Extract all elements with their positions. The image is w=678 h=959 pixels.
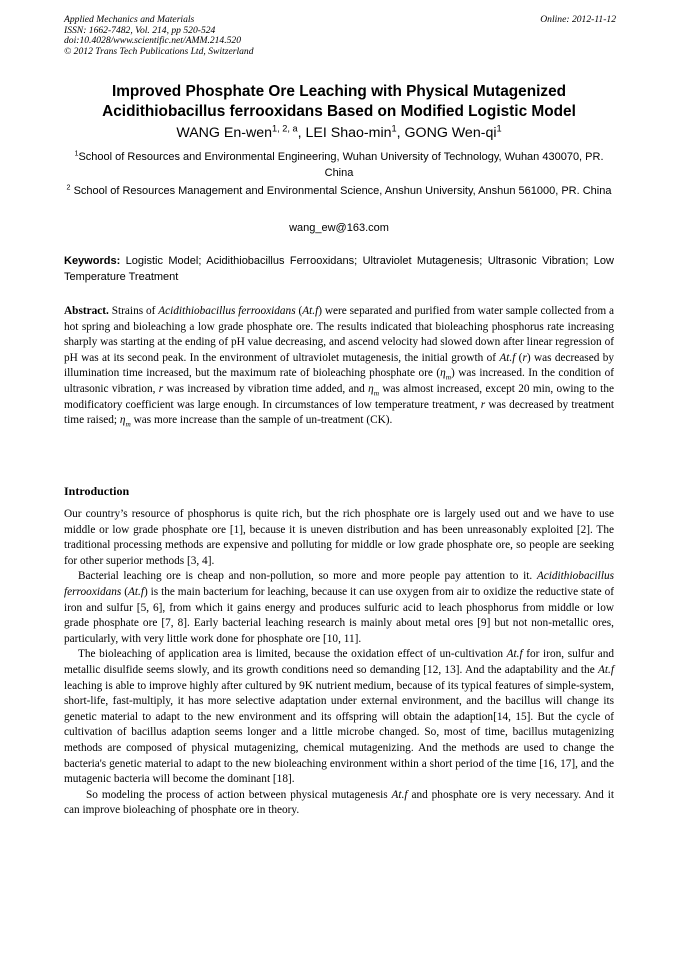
abstract-abbrev: At.f xyxy=(302,305,319,317)
abstract-text: Strains of xyxy=(108,305,159,317)
intro-text: Bacterial leaching ore is cheap and non-pollution, so more and more people pay attention to it. xyxy=(78,570,537,583)
author-2: , LEI Shao-min xyxy=(297,125,392,141)
abstract-label: Abstract. xyxy=(64,305,109,317)
affiliation-2-text: School of Resources Management and Environmental Science, Anshun University, Anshun 561000, PR. China xyxy=(70,185,612,197)
abstract-symbol-sub: m xyxy=(445,372,452,382)
author-2-affil: 1 xyxy=(391,123,397,134)
abstract-text: was decreased by treatment time raised; xyxy=(64,398,615,427)
title-line-1: Improved Phosphate Ore Leaching with Physical Mutagenized xyxy=(111,83,567,100)
journal-header xyxy=(64,15,616,57)
abstract-symbol-r: r xyxy=(158,382,164,395)
abstract-text: ( xyxy=(515,351,523,364)
abstract-symbol-sub: m xyxy=(373,388,380,398)
abstract-symbol-eta: η xyxy=(119,414,126,427)
author-3: , GONG Wen-qi xyxy=(396,125,497,141)
intro-text: for iron, sulfur and metallic disulfide seems slowly, and its growth conditions need so demanding [12, 13]. And the adaptability and the xyxy=(64,648,614,676)
intro-text: So modeling the process of action between physical mutagenesis xyxy=(86,788,392,801)
affiliation-1 xyxy=(64,149,614,181)
intro-abbrev: At.f xyxy=(391,788,408,801)
author-1-affil: 1, 2, a xyxy=(272,123,298,134)
affiliation-2 xyxy=(64,183,614,199)
abstract-abbrev: At.f xyxy=(499,351,516,364)
abstract-species: Acidithiobacillus ferrooxidans xyxy=(158,305,296,317)
affiliation-1-text: School of Resources and Environmental Engineering, Wuhan University of Technology, Wuhan 430070, PR. China xyxy=(78,151,604,179)
author-list xyxy=(64,123,614,143)
abstract-text: ( xyxy=(295,305,303,317)
abstract-symbol-r: r xyxy=(522,351,527,364)
intro-text: ) is the main bacterium for leaching, because it can use oxygen from air to oxidize the reductive state of iron and sulfur [5, 6], from which it gains energy and produces sulfuric acid to leach phosphorus from middle or low grade phosphate ore [7, 8]. Early bacterial leaching research is mainly about metal ores [9] but not non-metallic ores, particularly, with very little work done for phosphate ore [10, 11]. xyxy=(64,585,614,645)
issn-line: ISSN: 1662-7482, Vol. 214, pp 520-524 xyxy=(64,24,216,36)
abstract-text: ) were separated and purified from water sample collected from a hot spring and bioleaching a low grade phosphate ore. The results indicated that bioleaching phosphorus rate increasing sharply was starting at the ending of pH value decreasing, and ascend velocity had slowed down after linear regression of pH was at its second peak. In the environment of ultraviolet mutagenesis, the initial growth of xyxy=(64,305,614,364)
intro-abbrev: At.f xyxy=(128,585,145,598)
introduction-body xyxy=(64,507,614,819)
intro-paragraph-3 xyxy=(64,647,614,787)
author-email[interactable]: wang_ew@163.com xyxy=(289,222,389,234)
abstract-symbol-eta: η xyxy=(440,367,446,380)
intro-text: The bioleaching of application area is limited, because the oxidation effect of un-cultivation xyxy=(78,648,507,661)
intro-paragraph-2 xyxy=(64,569,614,647)
doi-line[interactable]: doi:10.4028/www.scientific.net/AMM.214.520 xyxy=(64,35,242,47)
keywords xyxy=(64,253,614,285)
abstract-text: ) was increased. In the condition of ultrasonic vibration, xyxy=(64,367,614,395)
online-date: Online: 2012-11-12 xyxy=(540,14,616,25)
paper-title xyxy=(64,82,614,122)
intro-text: leaching is able to improve highly after cultured by 9K nutrient medium, because of its typical features of simple-system, short-life, fast-multiply, it has more selective adaptation under external environment, and the bacillus will change its genetic material to adapt to the new environment and its offspring will obtain the adaption[14, 15]. But the cycle of cultivation of bacillus adaption seems longer and a little microbe changed. So, most of time, bacillus mutagenizing methods are composed of physical mutagenizing, chemical mutagenizing. And the methods are used to change the bacteria's genetic material to adapt to the new bioleaching environment within a short period of the time [16, 17], and the mutagenic bacteria will become the dominant [18]. xyxy=(64,679,614,786)
intro-paragraph-1: Our country’s resource of phosphorus is quite rich, but the rich phosphate ore is largely used out and we have to use middle or low grade phosphate ore [1], because it is uneven distribution and has been unreasonably exploited [2]. The traditional processing methods are expensive and polluting for middle or low grade phosphate ore, so people are seeking for other superior methods [3, 4]. xyxy=(64,508,614,567)
journal-name: Applied Mechanics and Materials xyxy=(64,14,195,25)
affiliation-2-number: 2 xyxy=(66,183,71,192)
abstract-text: was almost increased, except 20 min, owing to the modificatory coefficient was large enough. In circumstances of low temperature treatment, xyxy=(64,382,614,411)
abstract-symbol-eta: η xyxy=(368,382,374,395)
intro-abbrev: At.f xyxy=(597,663,614,676)
author-1: WANG En-wen xyxy=(176,125,272,141)
intro-text: ( xyxy=(121,585,128,598)
abstract-symbol-sub: m xyxy=(125,419,131,429)
abstract xyxy=(64,304,614,429)
intro-paragraph-4 xyxy=(64,788,614,819)
section-heading-introduction: Introduction xyxy=(64,484,130,498)
copyright-line: © 2012 Trans Tech Publications Ltd, Switzerland xyxy=(64,45,254,57)
intro-text: and phosphate ore is very necessary. And it can improve bioleaching of phosphate ore in theory. xyxy=(64,788,614,817)
affiliation-1-number: 1 xyxy=(74,149,79,158)
author-3-affil: 1 xyxy=(496,123,502,134)
intro-species: Acidithiobacillus ferrooxidans xyxy=(64,570,614,598)
abstract-symbol-r: r xyxy=(480,398,486,411)
abstract-text: was increased by vibration time added, and xyxy=(163,382,369,395)
title-line-2: Acidithiobacillus ferrooxidans Based on Modified Logistic Model xyxy=(102,103,576,120)
keywords-label: Keywords: xyxy=(64,255,121,267)
abstract-text: ) was decreased by illumination time increased, but the maximum rate of bioleaching phosphate ore ( xyxy=(64,351,614,380)
keywords-text: Logistic Model; Acidithiobacillus Ferrooxidans; Ultraviolet Mutagenesis; Ultrasonic Vibration; Low Temperature Treatment xyxy=(64,255,614,283)
intro-abbrev: At.f xyxy=(506,648,523,661)
abstract-text: was more increase than the sample of un-treatment (CK). xyxy=(130,414,393,427)
